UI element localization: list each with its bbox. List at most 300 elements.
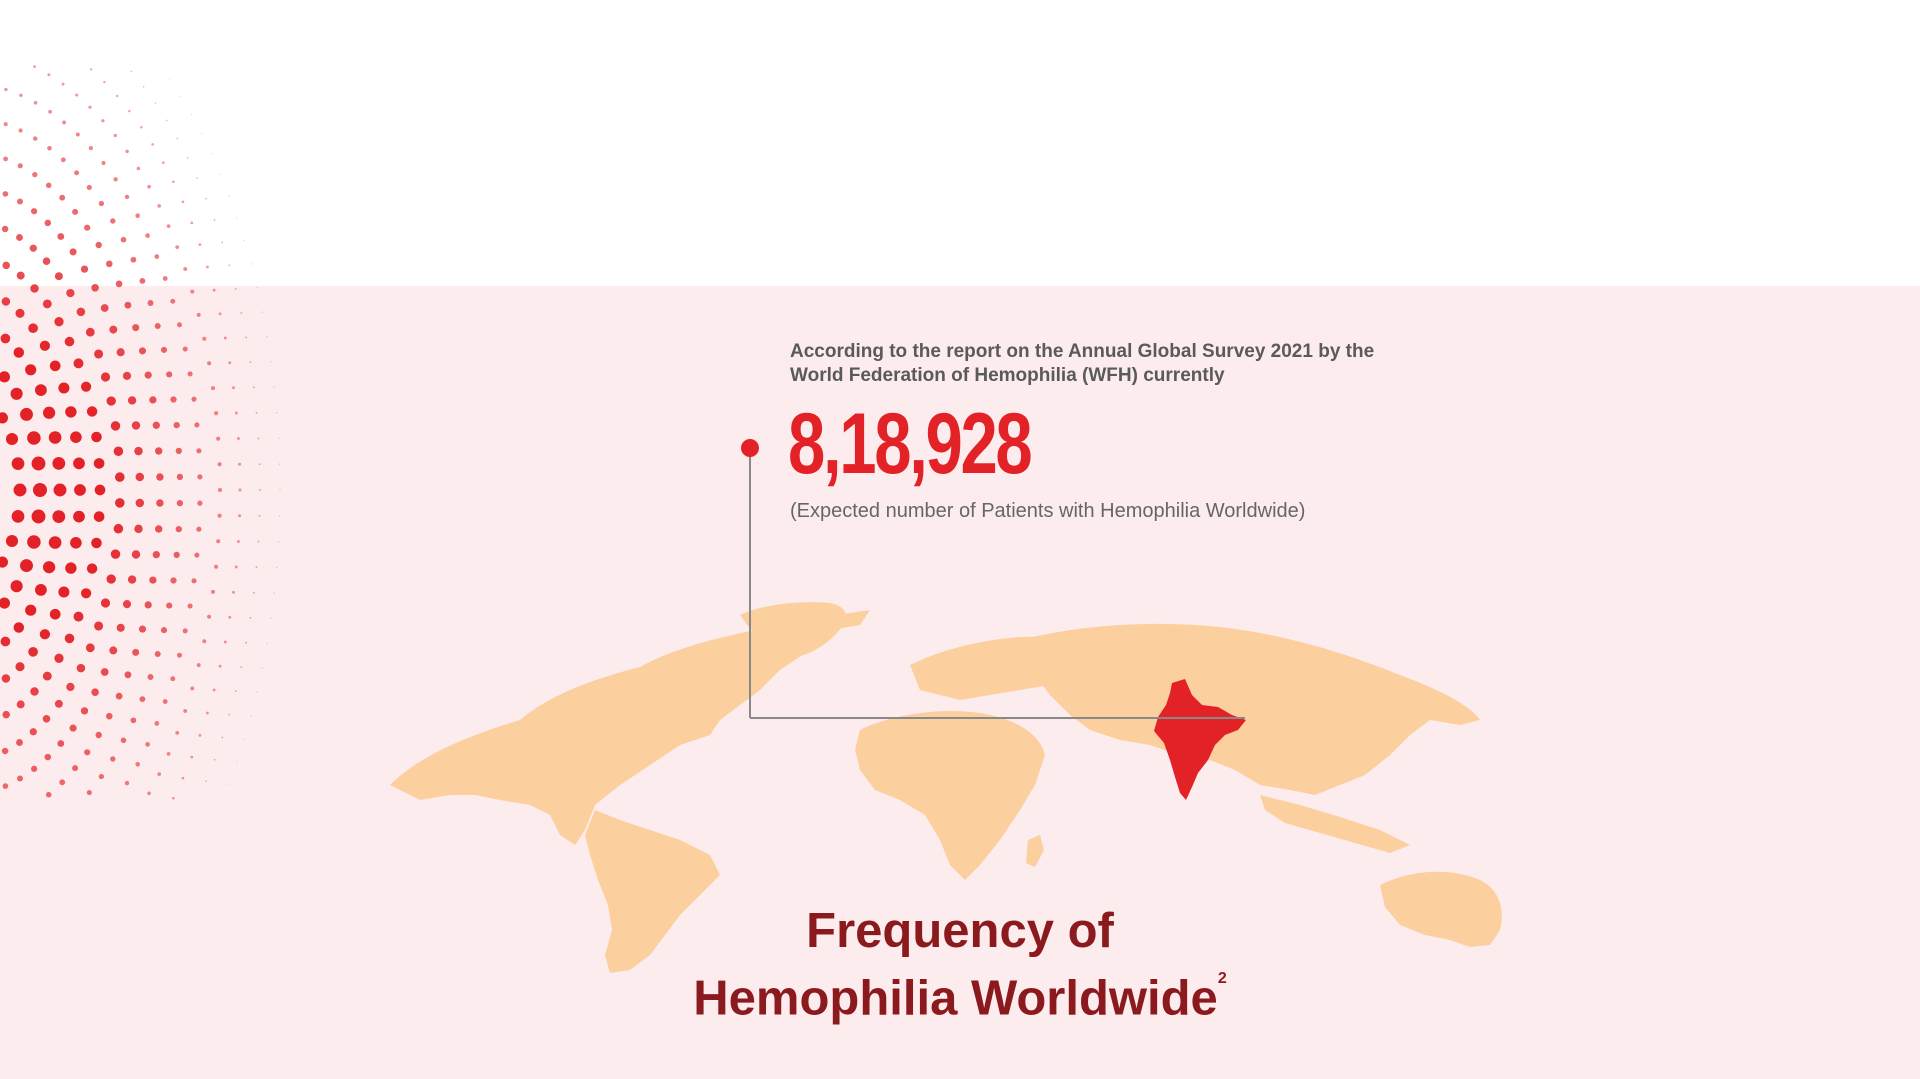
halftone-dot — [32, 172, 37, 177]
halftone-dot — [2, 674, 11, 683]
halftone-dot — [30, 245, 37, 252]
halftone-dot — [155, 323, 161, 329]
halftone-dot — [145, 372, 152, 379]
halftone-dot — [155, 102, 157, 104]
halftone-dot — [216, 539, 220, 543]
halftone-dot — [31, 208, 37, 214]
halftone-dot — [228, 616, 231, 619]
halftone-dot — [1, 334, 11, 344]
halftone-dot — [170, 577, 176, 583]
halftone-dot — [166, 603, 172, 609]
halftone-dot — [191, 578, 196, 583]
halftone-dot — [43, 561, 55, 573]
halftone-dot — [81, 382, 91, 392]
halftone-dot — [50, 609, 61, 620]
halftone-dot — [110, 218, 115, 223]
halftone-dot — [70, 248, 77, 255]
halftone-dot — [94, 349, 103, 358]
halftone-dot — [170, 299, 175, 304]
halftone-dot — [245, 336, 247, 338]
halftone-dot — [107, 574, 116, 583]
halftone-dot — [101, 372, 110, 381]
halftone-dot — [75, 93, 78, 96]
halftone-dot — [216, 437, 220, 441]
halftone-dot — [115, 498, 125, 508]
halftone-dot — [49, 431, 62, 444]
halftone-dot — [228, 361, 231, 364]
halftone-dot — [87, 563, 97, 573]
halftone-dot — [59, 779, 65, 785]
halftone-dot — [128, 575, 136, 583]
halftone-dot — [27, 431, 41, 445]
halftone-dot — [132, 550, 140, 558]
halftone-dot — [43, 672, 52, 681]
halftone-dot — [194, 553, 199, 558]
halftone-dot — [121, 237, 127, 243]
halftone-dot — [136, 473, 145, 482]
halftone-dot — [116, 281, 123, 288]
halftone-dot — [103, 81, 105, 83]
halftone-dot — [190, 222, 193, 225]
halftone-dot — [190, 686, 194, 690]
survey-intro-line-1: According to the report on the Annual Global Survey 2021 by the — [790, 341, 1375, 362]
halftone-dot — [205, 780, 207, 782]
halftone-dot — [54, 654, 63, 663]
halftone-dot — [74, 170, 79, 175]
halftone-dot — [197, 501, 202, 506]
halftone-dot — [238, 463, 241, 466]
halftone-dot — [107, 396, 116, 405]
halftone-dot — [16, 234, 23, 241]
halftone-dot — [62, 83, 65, 86]
halftone-dot — [58, 586, 69, 597]
halftone-dot — [2, 748, 9, 755]
halftone-dot — [66, 683, 74, 691]
halftone-dot — [237, 217, 238, 218]
halftone-dot — [2, 297, 11, 306]
halftone-dot — [221, 737, 223, 739]
halftone-dot — [156, 473, 163, 480]
halftone-dot — [6, 433, 18, 445]
halftone-dot — [188, 604, 193, 609]
halftone-dot — [279, 515, 280, 516]
halftone-dot — [161, 347, 167, 353]
halftone-dot — [170, 676, 175, 681]
halftone-dot — [111, 421, 120, 430]
halftone-dot — [15, 662, 24, 671]
halftone-dot — [114, 524, 124, 534]
halftone-dot — [25, 364, 36, 375]
halftone-dot — [96, 732, 102, 738]
halftone-dot — [116, 693, 123, 700]
halftone-dot — [54, 317, 63, 326]
halftone-dot — [235, 566, 238, 569]
halftone-dot — [191, 114, 192, 115]
patient-count-value: 8,18,928 — [788, 396, 1031, 492]
halftone-dot — [196, 448, 201, 453]
halftone-dot — [73, 458, 85, 470]
halftone-dot — [47, 146, 52, 151]
halftone-dot — [27, 535, 41, 549]
halftone-dot — [43, 299, 52, 308]
halftone-dot — [224, 641, 227, 644]
halftone-dot — [125, 781, 129, 785]
halftone-dot — [4, 122, 8, 126]
halftone-dot — [145, 601, 152, 608]
halftone-dot — [276, 567, 277, 568]
halftone-dot — [20, 408, 33, 421]
halftone-dot — [156, 499, 163, 506]
halftone-dot — [202, 337, 206, 341]
halftone-dot — [134, 525, 142, 533]
halftone-dot — [131, 71, 133, 73]
halftone-dot — [125, 150, 128, 153]
halftone-dot — [109, 646, 117, 654]
halftone-dot — [35, 584, 47, 596]
halftone-dot — [43, 257, 51, 265]
halftone-dot — [136, 499, 145, 508]
halftone-dot — [110, 756, 115, 761]
halftone-dot — [99, 774, 104, 779]
halftone-dots-decoration — [0, 0, 320, 820]
halftone-dot — [145, 742, 150, 747]
halftone-dot — [257, 287, 258, 288]
halftone-dot — [76, 133, 80, 137]
halftone-dot — [206, 712, 209, 715]
halftone-dot — [30, 687, 38, 695]
halftone-dot — [45, 754, 52, 761]
halftone-dot — [157, 204, 161, 208]
halftone-dot — [139, 347, 146, 354]
halftone-dot — [219, 665, 222, 668]
halftone-dot — [199, 243, 202, 246]
halftone-dot — [256, 412, 258, 414]
halftone-dot — [169, 78, 170, 79]
halftone-dot — [2, 262, 9, 269]
halftone-dot — [257, 692, 258, 693]
halftone-dot — [17, 272, 25, 280]
halftone-dot — [214, 219, 216, 221]
halftone-dot — [88, 106, 91, 109]
halftone-dot — [58, 382, 69, 393]
halftone-dot — [123, 600, 131, 608]
halftone-dot — [30, 728, 37, 735]
halftone-dot — [45, 220, 52, 227]
halftone-dot — [213, 688, 216, 691]
halftone-dot — [218, 488, 222, 492]
halftone-dot — [218, 462, 222, 466]
halftone-dot — [101, 304, 109, 312]
halftone-dot — [177, 500, 183, 506]
heading-superscript: 2 — [1217, 970, 1227, 987]
halftone-dot — [194, 422, 199, 427]
halftone-dot — [149, 576, 156, 583]
halftone-dot — [95, 485, 106, 496]
halftone-dot — [12, 510, 25, 523]
halftone-dot — [228, 714, 230, 716]
halftone-dot — [232, 591, 235, 594]
halftone-dot — [149, 396, 156, 403]
halftone-dot — [101, 161, 105, 165]
halftone-dot — [47, 73, 50, 76]
halftone-dot — [49, 536, 62, 549]
halftone-dot — [101, 598, 110, 607]
halftone-dot — [220, 174, 221, 175]
halftone-dot — [163, 276, 168, 281]
halftone-dot — [244, 739, 245, 740]
halftone-dot — [237, 540, 240, 543]
halftone-dot — [278, 438, 279, 439]
halftone-dot — [57, 233, 64, 240]
halftone-dot — [106, 261, 113, 268]
halftone-dot — [176, 448, 182, 454]
halftone-dot — [81, 265, 88, 272]
halftone-dot — [154, 721, 159, 726]
halftone-dot — [99, 201, 104, 206]
halftone-dot — [253, 592, 255, 594]
halftone-dot — [157, 772, 161, 776]
halftone-dot — [219, 312, 222, 315]
halftone-dot — [166, 120, 168, 122]
halftone-dot — [276, 412, 277, 413]
halftone-dot — [40, 629, 50, 639]
halftone-dot — [28, 323, 38, 333]
halftone-dot — [221, 242, 223, 244]
halftone-dot — [66, 289, 74, 297]
halftone-dot — [238, 514, 241, 517]
halftone-dot — [17, 776, 23, 782]
halftone-dot — [32, 510, 46, 524]
halftone-dot — [206, 266, 209, 269]
halftone-dot — [132, 649, 139, 656]
halftone-dot — [91, 432, 102, 443]
halftone-dot — [34, 101, 38, 105]
halftone-dot — [155, 525, 162, 532]
halftone-dot — [190, 290, 194, 294]
halftone-dot — [139, 626, 146, 633]
halftone-dot — [31, 766, 37, 772]
halftone-dot — [256, 566, 258, 568]
halftone-dot — [19, 94, 22, 97]
halftone-dot — [132, 421, 140, 429]
halftone-dot — [196, 177, 198, 179]
halftone-dot — [128, 396, 136, 404]
halftone-dot — [143, 86, 145, 88]
halftone-dot — [176, 526, 182, 532]
halftone-dot — [274, 386, 275, 387]
halftone-dot — [14, 347, 25, 358]
halftone-dot — [253, 386, 255, 388]
halftone-dot — [113, 177, 117, 181]
halftone-dot — [11, 388, 23, 400]
halftone-dot — [30, 284, 38, 292]
halftone-dot — [205, 198, 207, 200]
halftone-dot — [214, 565, 218, 569]
halftone-dot — [177, 138, 179, 140]
halftone-dot — [96, 242, 102, 248]
halftone-dot — [65, 406, 76, 417]
halftone-dot — [55, 272, 63, 280]
halftone-dot — [1, 637, 11, 647]
heading-line-2-text: Hemophilia Worldwide — [693, 971, 1218, 1026]
halftone-dot — [237, 761, 238, 762]
halftone-dot — [134, 447, 142, 455]
halftone-dot — [132, 324, 139, 331]
halftone-dot — [33, 65, 36, 68]
halftone-dot — [137, 167, 141, 171]
halftone-dot — [14, 484, 27, 497]
halftone-dot — [131, 717, 137, 723]
halftone-dot — [240, 312, 242, 314]
halftone-dot — [197, 313, 201, 317]
halftone-dot — [114, 134, 117, 137]
halftone-dot — [35, 384, 47, 396]
halftone-dot — [235, 412, 238, 415]
halftone-dot — [177, 322, 182, 327]
halftone-dot — [251, 263, 252, 264]
halftone-dot — [229, 195, 230, 196]
halftone-dot — [59, 195, 65, 201]
halftone-dot — [43, 407, 55, 419]
halftone-dot — [279, 464, 280, 465]
halftone-dot — [70, 537, 82, 549]
halftone-dot — [128, 110, 130, 112]
halftone-dot — [207, 361, 211, 365]
halftone-dot — [4, 88, 7, 91]
heading-line-1: Frequency of — [806, 904, 1114, 958]
halftone-dot — [145, 233, 150, 238]
halftone-dot — [274, 592, 275, 593]
halftone-dot — [170, 396, 176, 402]
halftone-dot — [174, 552, 180, 558]
halftone-dot — [211, 590, 215, 594]
halftone-dot — [258, 541, 260, 543]
halftone-dot — [251, 715, 252, 716]
halftone-dot — [124, 671, 131, 678]
halftone-dot — [262, 667, 263, 668]
halftone-dot — [0, 371, 10, 382]
halftone-dot — [101, 119, 104, 122]
halftone-dot — [237, 437, 240, 440]
halftone-dot — [180, 96, 181, 97]
halftone-dot — [262, 312, 263, 313]
halftone-dot — [167, 752, 171, 756]
halftone-dot — [91, 284, 99, 292]
halftone-dot — [65, 337, 75, 347]
halftone-dot — [172, 797, 175, 800]
page-heading — [600, 900, 1320, 1029]
halftone-dot — [199, 734, 202, 737]
africa-shape — [855, 711, 1045, 880]
halftone-dot — [70, 725, 77, 732]
halftone-dot — [258, 437, 260, 439]
halftone-dot — [65, 634, 75, 644]
halftone-dot — [139, 278, 145, 284]
halftone-dot — [139, 696, 145, 702]
halftone-dot — [182, 201, 185, 204]
halftone-dot — [201, 133, 202, 134]
halftone-dot — [84, 749, 90, 755]
halftone-dot — [3, 191, 9, 197]
halftone-dot — [153, 422, 160, 429]
halftone-dot — [94, 458, 105, 469]
halftone-dot — [187, 157, 189, 159]
halftone-dot — [77, 664, 86, 673]
halftone-dot — [188, 371, 193, 376]
heading-line-2 — [600, 962, 1320, 1029]
halftone-dot — [18, 163, 23, 168]
halftone-dot — [162, 161, 165, 164]
halftone-dot — [174, 422, 180, 428]
halftone-dot — [2, 226, 9, 233]
halftone-dot — [74, 484, 86, 496]
halftone-dot — [20, 559, 33, 572]
halftone-dot — [57, 740, 64, 747]
halftone-dot — [28, 647, 38, 657]
halftone-dot — [125, 195, 129, 199]
halftone-dot — [0, 557, 8, 568]
halftone-dot — [91, 688, 99, 696]
halftone-dot — [270, 361, 271, 362]
halftone-dot — [3, 156, 8, 161]
halftone-dot — [163, 699, 168, 704]
halftone-dot — [72, 765, 78, 771]
halftone-dot — [190, 756, 193, 759]
halftone-dot — [224, 337, 227, 340]
halftone-dot — [235, 690, 237, 692]
halftone-dot — [117, 348, 125, 356]
halftone-dot — [249, 361, 251, 363]
halftone-dot — [6, 535, 18, 547]
halftone-dot — [177, 653, 182, 658]
halftone-dot — [91, 538, 102, 549]
halftone-dot — [131, 257, 137, 263]
halftone-dot — [211, 386, 215, 390]
australia-shape — [1380, 872, 1502, 947]
halftone-dot — [11, 580, 23, 592]
halftone-dot — [266, 336, 267, 337]
madagascar-shape — [1026, 835, 1044, 867]
halftone-dot — [70, 431, 82, 443]
halftone-dot — [121, 738, 127, 744]
halftone-dot — [52, 510, 65, 523]
halftone-dot — [101, 668, 109, 676]
halftone-dot — [183, 709, 187, 713]
halftone-dot — [33, 136, 37, 140]
halftone-dot — [259, 489, 261, 491]
halftone-dot — [81, 588, 91, 598]
halftone-dot — [87, 790, 92, 795]
halftone-dot — [46, 792, 52, 798]
halftone-dot — [214, 411, 218, 415]
halftone-dot — [111, 549, 120, 558]
halftone-dot — [155, 447, 162, 454]
halftone-dot — [17, 199, 23, 205]
halftone-dot — [32, 457, 46, 471]
halftone-dot — [18, 128, 22, 132]
halftone-dot — [94, 511, 105, 522]
halftone-dot — [15, 309, 24, 318]
halftone-dot — [135, 762, 140, 767]
halftone-dot — [106, 713, 113, 720]
halftone-dot — [172, 180, 175, 183]
southeast-asia-islands-shape — [1260, 795, 1410, 853]
halftone-dot — [116, 95, 118, 97]
halftone-dot — [278, 541, 279, 542]
halftone-dot — [239, 489, 242, 492]
halftone-dot — [211, 153, 212, 154]
halftone-dot — [72, 209, 78, 215]
